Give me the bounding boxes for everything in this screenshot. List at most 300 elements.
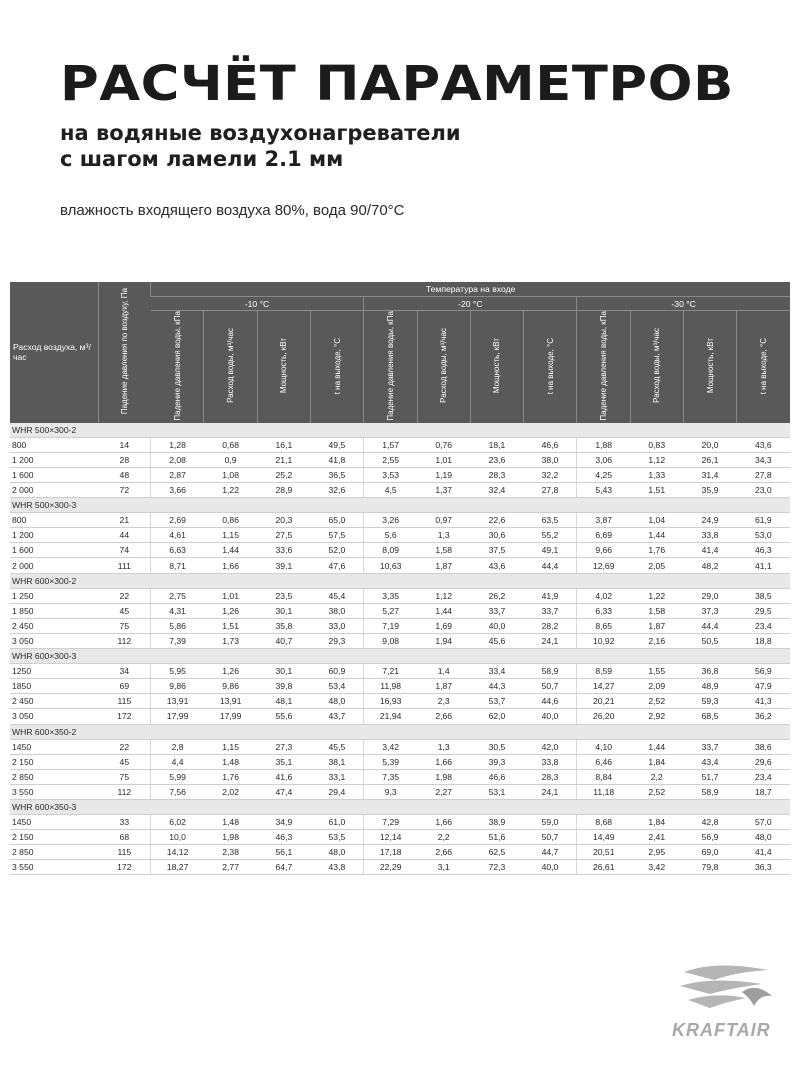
logo-text: KRAFTAIR xyxy=(672,1020,771,1040)
value-cell: 41,9 xyxy=(524,588,577,603)
value-cell: 18,27 xyxy=(151,860,204,875)
flow-cell: 1250 xyxy=(10,664,98,679)
value-cell: 48,0 xyxy=(737,830,790,845)
table-row xyxy=(10,513,790,528)
value-cell: 50,5 xyxy=(683,633,736,648)
value-cell: 47,6 xyxy=(311,558,364,573)
value-cell: 36,3 xyxy=(737,860,790,875)
value-cell: 8,09 xyxy=(364,543,417,558)
flow-cell: 2 850 xyxy=(10,769,98,784)
value-cell: 50,7 xyxy=(524,679,577,694)
value-cell: 115 xyxy=(98,845,150,860)
value-cell: 43,6 xyxy=(470,558,523,573)
value-cell: 30,1 xyxy=(257,603,310,618)
value-cell: 16,1 xyxy=(257,437,310,452)
value-cell: 1,87 xyxy=(417,558,470,573)
value-cell: 1,19 xyxy=(417,467,470,482)
value-cell: 75 xyxy=(98,618,150,633)
value-cell: 21,94 xyxy=(364,709,417,724)
value-cell: 1,12 xyxy=(630,452,683,467)
value-cell: 27,8 xyxy=(524,483,577,498)
value-cell: 32,2 xyxy=(524,467,577,482)
value-cell: 26,1 xyxy=(683,452,736,467)
value-cell: 1,87 xyxy=(417,679,470,694)
value-cell: 1,44 xyxy=(204,543,257,558)
value-cell: 24,1 xyxy=(524,633,577,648)
table-row xyxy=(10,845,790,860)
value-cell: 2,05 xyxy=(630,558,683,573)
value-cell: 1,26 xyxy=(204,603,257,618)
flow-cell: 1450 xyxy=(10,739,98,754)
table-row xyxy=(10,754,790,769)
value-cell: 1,44 xyxy=(630,528,683,543)
value-cell: 28,2 xyxy=(524,618,577,633)
value-cell: 40,7 xyxy=(257,633,310,648)
value-cell: 2,66 xyxy=(417,709,470,724)
value-cell: 32,6 xyxy=(311,483,364,498)
value-cell: 7,21 xyxy=(364,664,417,679)
value-cell: 41,8 xyxy=(311,452,364,467)
value-cell: 55,6 xyxy=(257,709,310,724)
value-cell: 47,4 xyxy=(257,784,310,799)
value-cell: 111 xyxy=(98,558,150,573)
flow-cell: 1 600 xyxy=(10,467,98,482)
value-cell: 0,9 xyxy=(204,452,257,467)
value-cell: 29,6 xyxy=(737,754,790,769)
table-row xyxy=(10,618,790,633)
value-cell: 33,7 xyxy=(524,603,577,618)
page-title: РАСЧЁТ ПАРАМЕТРОВ xyxy=(60,56,734,112)
value-cell: 1,37 xyxy=(417,483,470,498)
value-cell: 2,38 xyxy=(204,845,257,860)
value-cell: 40,0 xyxy=(524,709,577,724)
value-cell: 1,88 xyxy=(577,437,630,452)
value-cell: 20,21 xyxy=(577,694,630,709)
value-cell: 172 xyxy=(98,709,150,724)
value-cell: 74 xyxy=(98,543,150,558)
value-cell: 1,22 xyxy=(630,588,683,603)
value-cell: 3,53 xyxy=(364,467,417,482)
value-cell: 1,69 xyxy=(417,618,470,633)
value-cell: 22 xyxy=(98,588,150,603)
value-cell: 33,4 xyxy=(470,664,523,679)
value-cell: 1,55 xyxy=(630,664,683,679)
value-cell: 11,18 xyxy=(577,784,630,799)
value-cell: 29,0 xyxy=(683,588,736,603)
value-cell: 64,7 xyxy=(257,860,310,875)
model-group-row xyxy=(10,573,790,588)
value-cell: 43,4 xyxy=(683,754,736,769)
value-cell: 7,35 xyxy=(364,769,417,784)
table-row xyxy=(10,558,790,573)
sub-col-header xyxy=(737,311,790,423)
value-cell: 3,87 xyxy=(577,513,630,528)
value-cell: 22 xyxy=(98,739,150,754)
value-cell: 23,5 xyxy=(257,588,310,603)
value-cell: 2,08 xyxy=(151,452,204,467)
value-cell: 48,0 xyxy=(311,694,364,709)
sub-col-header xyxy=(630,311,683,423)
value-cell: 18,7 xyxy=(737,784,790,799)
table-row xyxy=(10,588,790,603)
value-cell: 40,0 xyxy=(470,618,523,633)
parameters-table xyxy=(10,282,790,875)
value-cell: 44,4 xyxy=(524,558,577,573)
value-cell: 6,02 xyxy=(151,815,204,830)
value-cell: 1,4 xyxy=(417,664,470,679)
model-group-row xyxy=(10,649,790,664)
value-cell: 1,66 xyxy=(417,754,470,769)
value-cell: 41,6 xyxy=(257,769,310,784)
value-cell: 1,98 xyxy=(204,830,257,845)
value-cell: 25,2 xyxy=(257,467,310,482)
table-row xyxy=(10,679,790,694)
value-cell: 10,92 xyxy=(577,633,630,648)
value-cell: 46,6 xyxy=(470,769,523,784)
value-cell: 9,08 xyxy=(364,633,417,648)
value-cell: 1,48 xyxy=(204,754,257,769)
value-cell: 3,1 xyxy=(417,860,470,875)
model-group-row xyxy=(10,423,790,438)
value-cell: 2,66 xyxy=(417,845,470,860)
value-cell: 72,3 xyxy=(470,860,523,875)
value-cell: 24,9 xyxy=(683,513,736,528)
value-cell: 2,27 xyxy=(417,784,470,799)
value-cell: 4,02 xyxy=(577,588,630,603)
value-cell: 53,5 xyxy=(311,830,364,845)
value-cell: 27,3 xyxy=(257,739,310,754)
logo-emblem-icon xyxy=(676,962,776,1018)
value-cell: 1,48 xyxy=(204,815,257,830)
table-row xyxy=(10,769,790,784)
table-row xyxy=(10,860,790,875)
value-cell: 53,4 xyxy=(311,679,364,694)
model-name: WHR 500×300-3 xyxy=(10,498,790,513)
value-cell: 6,63 xyxy=(151,543,204,558)
value-cell: 28,3 xyxy=(470,467,523,482)
table-row xyxy=(10,694,790,709)
sub-col-header-label: Расход воды, м³/час xyxy=(439,328,449,404)
value-cell: 53,0 xyxy=(737,528,790,543)
value-cell: 4,10 xyxy=(577,739,630,754)
value-cell: 36,5 xyxy=(311,467,364,482)
value-cell: 29,3 xyxy=(311,633,364,648)
value-cell: 1,22 xyxy=(204,483,257,498)
value-cell: 6,46 xyxy=(577,754,630,769)
sub-col-header xyxy=(683,311,736,423)
value-cell: 112 xyxy=(98,633,150,648)
table-row xyxy=(10,437,790,452)
value-cell: 46,3 xyxy=(737,543,790,558)
value-cell: 26,20 xyxy=(577,709,630,724)
value-cell: 7,19 xyxy=(364,618,417,633)
value-cell: 18,8 xyxy=(737,633,790,648)
temp-group-minus30: -30 °C xyxy=(577,297,790,311)
value-cell: 1,98 xyxy=(417,769,470,784)
value-cell: 9,86 xyxy=(151,679,204,694)
table-row xyxy=(10,739,790,754)
sub-col-header-label: Расход воды, м³/час xyxy=(226,328,236,404)
col-header-flow: Расход воздуха, м³/час xyxy=(10,282,98,423)
value-cell: 14 xyxy=(98,437,150,452)
value-cell: 1,66 xyxy=(417,815,470,830)
value-cell: 1,94 xyxy=(417,633,470,648)
temp-group-minus10: -10 °C xyxy=(151,297,364,311)
value-cell: 46,6 xyxy=(524,437,577,452)
value-cell: 41,4 xyxy=(737,845,790,860)
value-cell: 1,12 xyxy=(417,588,470,603)
value-cell: 1,76 xyxy=(204,769,257,784)
value-cell: 45 xyxy=(98,754,150,769)
flow-cell: 1 850 xyxy=(10,603,98,618)
value-cell: 59,3 xyxy=(683,694,736,709)
value-cell: 0,68 xyxy=(204,437,257,452)
value-cell: 38,9 xyxy=(470,815,523,830)
value-cell: 68 xyxy=(98,830,150,845)
value-cell: 1,73 xyxy=(204,633,257,648)
value-cell: 32,4 xyxy=(470,483,523,498)
value-cell: 1,33 xyxy=(630,467,683,482)
value-cell: 7,39 xyxy=(151,633,204,648)
value-cell: 24,1 xyxy=(524,784,577,799)
flow-cell: 2 450 xyxy=(10,618,98,633)
sub-col-header xyxy=(577,311,630,423)
value-cell: 38,0 xyxy=(524,452,577,467)
sub-col-header xyxy=(417,311,470,423)
table-row xyxy=(10,784,790,799)
flow-cell: 1 250 xyxy=(10,588,98,603)
sub-col-header xyxy=(257,311,310,423)
value-cell: 56,9 xyxy=(737,664,790,679)
value-cell: 49,5 xyxy=(311,437,364,452)
sub-col-header xyxy=(524,311,577,423)
value-cell: 21 xyxy=(98,513,150,528)
value-cell: 17,99 xyxy=(204,709,257,724)
value-cell: 34,9 xyxy=(257,815,310,830)
value-cell: 61,9 xyxy=(737,513,790,528)
value-cell: 42,0 xyxy=(524,739,577,754)
model-group-row xyxy=(10,724,790,739)
value-cell: 49,1 xyxy=(524,543,577,558)
value-cell: 5,6 xyxy=(364,528,417,543)
flow-cell: 3 050 xyxy=(10,709,98,724)
value-cell: 23,6 xyxy=(470,452,523,467)
value-cell: 172 xyxy=(98,860,150,875)
value-cell: 11,98 xyxy=(364,679,417,694)
sub-col-header-label: t на выходе, °C xyxy=(332,337,342,394)
value-cell: 48,2 xyxy=(683,558,736,573)
value-cell: 72 xyxy=(98,483,150,498)
value-cell: 4,4 xyxy=(151,754,204,769)
value-cell: 4,61 xyxy=(151,528,204,543)
value-cell: 47,9 xyxy=(737,679,790,694)
flow-cell: 1 200 xyxy=(10,452,98,467)
value-cell: 23,0 xyxy=(737,483,790,498)
value-cell: 6,69 xyxy=(577,528,630,543)
value-cell: 59,0 xyxy=(524,815,577,830)
value-cell: 4,31 xyxy=(151,603,204,618)
value-cell: 1,3 xyxy=(417,528,470,543)
table-row xyxy=(10,664,790,679)
value-cell: 1,57 xyxy=(364,437,417,452)
value-cell: 35,8 xyxy=(257,618,310,633)
flow-cell: 3 050 xyxy=(10,633,98,648)
value-cell: 1,58 xyxy=(630,603,683,618)
table-body xyxy=(10,423,790,875)
value-cell: 2,55 xyxy=(364,452,417,467)
sub-col-header xyxy=(364,311,417,423)
table-header xyxy=(10,282,790,423)
value-cell: 31,4 xyxy=(683,467,736,482)
value-cell: 1,84 xyxy=(630,754,683,769)
value-cell: 1,3 xyxy=(417,739,470,754)
value-cell: 5,27 xyxy=(364,603,417,618)
value-cell: 0,83 xyxy=(630,437,683,452)
value-cell: 7,56 xyxy=(151,784,204,799)
value-cell: 30,6 xyxy=(470,528,523,543)
value-cell: 38,5 xyxy=(737,588,790,603)
value-cell: 33 xyxy=(98,815,150,830)
sub-col-header-label: Мощность, кВт xyxy=(705,338,715,394)
flow-cell: 3 550 xyxy=(10,860,98,875)
table-row xyxy=(10,543,790,558)
value-cell: 10,0 xyxy=(151,830,204,845)
sub-col-header-label: Мощность, кВт xyxy=(279,338,289,394)
flow-cell: 2 000 xyxy=(10,483,98,498)
value-cell: 39,3 xyxy=(470,754,523,769)
value-cell: 44,6 xyxy=(524,694,577,709)
value-cell: 3,66 xyxy=(151,483,204,498)
sub-col-header xyxy=(311,311,364,423)
value-cell: 3,42 xyxy=(364,739,417,754)
value-cell: 115 xyxy=(98,694,150,709)
value-cell: 2,52 xyxy=(630,784,683,799)
value-cell: 2,2 xyxy=(417,830,470,845)
flow-cell: 2 000 xyxy=(10,558,98,573)
value-cell: 5,43 xyxy=(577,483,630,498)
value-cell: 69,0 xyxy=(683,845,736,860)
value-cell: 2,87 xyxy=(151,467,204,482)
value-cell: 8,59 xyxy=(577,664,630,679)
model-name: WHR 600×350-2 xyxy=(10,724,790,739)
sub-col-header xyxy=(470,311,523,423)
value-cell: 1,44 xyxy=(417,603,470,618)
value-cell: 5,99 xyxy=(151,769,204,784)
value-cell: 18,1 xyxy=(470,437,523,452)
sub-col-header-label: t на выходе, °C xyxy=(759,337,769,394)
value-cell: 28,9 xyxy=(257,483,310,498)
value-cell: 45,4 xyxy=(311,588,364,603)
value-cell: 56,1 xyxy=(257,845,310,860)
value-cell: 2,3 xyxy=(417,694,470,709)
value-cell: 6,33 xyxy=(577,603,630,618)
model-group-row xyxy=(10,799,790,814)
flow-cell: 1 200 xyxy=(10,528,98,543)
table-row xyxy=(10,815,790,830)
value-cell: 16,93 xyxy=(364,694,417,709)
value-cell: 27,8 xyxy=(737,467,790,482)
value-cell: 1,01 xyxy=(417,452,470,467)
value-cell: 30,1 xyxy=(257,664,310,679)
value-cell: 42,8 xyxy=(683,815,736,830)
flow-cell: 1850 xyxy=(10,679,98,694)
value-cell: 33,7 xyxy=(683,739,736,754)
flow-cell: 800 xyxy=(10,513,98,528)
value-cell: 2,8 xyxy=(151,739,204,754)
value-cell: 4,25 xyxy=(577,467,630,482)
value-cell: 62,5 xyxy=(470,845,523,860)
table-row xyxy=(10,483,790,498)
value-cell: 34 xyxy=(98,664,150,679)
value-cell: 35,1 xyxy=(257,754,310,769)
value-cell: 20,51 xyxy=(577,845,630,860)
value-cell: 33,1 xyxy=(311,769,364,784)
value-cell: 1,01 xyxy=(204,588,257,603)
sub-col-header xyxy=(151,311,204,423)
value-cell: 79,8 xyxy=(683,860,736,875)
model-name: WHR 600×350-3 xyxy=(10,799,790,814)
value-cell: 23,4 xyxy=(737,769,790,784)
value-cell: 2,41 xyxy=(630,830,683,845)
value-cell: 38,6 xyxy=(737,739,790,754)
value-cell: 60,9 xyxy=(311,664,364,679)
model-name: WHR 600×300-2 xyxy=(10,573,790,588)
value-cell: 50,7 xyxy=(524,830,577,845)
value-cell: 2,52 xyxy=(630,694,683,709)
value-cell: 1,87 xyxy=(630,618,683,633)
value-cell: 1,28 xyxy=(151,437,204,452)
flow-cell: 2 450 xyxy=(10,694,98,709)
sub-col-header-label: Мощность, кВт xyxy=(492,338,502,394)
value-cell: 28,3 xyxy=(524,769,577,784)
conditions-text: влажность входящего воздуха 80%, вода 90/70°C xyxy=(60,202,405,219)
value-cell: 48 xyxy=(98,467,150,482)
value-cell: 1,04 xyxy=(630,513,683,528)
flow-cell: 1 600 xyxy=(10,543,98,558)
sub-col-header-label: Падение давления воды, кПа xyxy=(385,311,395,421)
subtitle-line-1: на водяные воздухонагреватели xyxy=(60,121,461,145)
value-cell: 48,1 xyxy=(257,694,310,709)
value-cell: 3,42 xyxy=(630,860,683,875)
value-cell: 41,1 xyxy=(737,558,790,573)
value-cell: 5,86 xyxy=(151,618,204,633)
value-cell: 9,66 xyxy=(577,543,630,558)
value-cell: 33,8 xyxy=(524,754,577,769)
value-cell: 23,4 xyxy=(737,618,790,633)
value-cell: 2,75 xyxy=(151,588,204,603)
value-cell: 1,15 xyxy=(204,739,257,754)
value-cell: 7,29 xyxy=(364,815,417,830)
flow-cell: 2 150 xyxy=(10,830,98,845)
flow-cell: 800 xyxy=(10,437,98,452)
value-cell: 51,7 xyxy=(683,769,736,784)
flow-cell: 1450 xyxy=(10,815,98,830)
flow-cell: 3 550 xyxy=(10,784,98,799)
value-cell: 53,1 xyxy=(470,784,523,799)
value-cell: 61,0 xyxy=(311,815,364,830)
model-group-row xyxy=(10,498,790,513)
value-cell: 14,12 xyxy=(151,845,204,860)
value-cell: 36,8 xyxy=(683,664,736,679)
value-cell: 1,58 xyxy=(417,543,470,558)
value-cell: 48,0 xyxy=(311,845,364,860)
col-header-air-drop-label: Падение давления по воздуху, Па xyxy=(120,288,130,415)
value-cell: 57,5 xyxy=(311,528,364,543)
value-cell: 20,3 xyxy=(257,513,310,528)
table-row xyxy=(10,633,790,648)
value-cell: 1,66 xyxy=(204,558,257,573)
value-cell: 44,4 xyxy=(683,618,736,633)
